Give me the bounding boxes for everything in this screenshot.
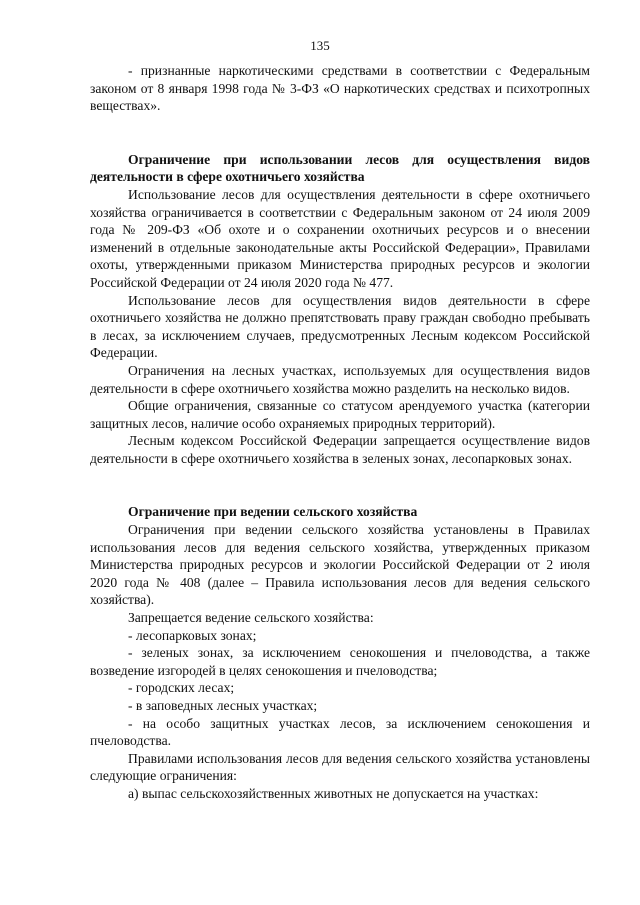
paragraph: а) выпас сельскохозяйственных животных не допускается на участках: [128,785,539,801]
paragraph: Правилами использования лесов для ведения сельского хозяйства установлены следующие ограничения: [90,750,590,784]
intro-paragraph: - признанные наркотическими средствами в соответствии с Федеральным законом от 8 января 1998 года № 3-ФЗ «О наркотических средствах и психотропных веществах». [90,63,590,114]
list-item: - городских лесах; [128,680,235,696]
paragraph: Лесным кодексом Российской Федерации запрещается осуществление видов деятельности в сфере охотничьего хозяйства в зеленых зонах, лесопарковых зонах. [90,433,590,466]
spacer [90,467,590,503]
spacer [90,115,590,151]
paragraph: Ограничения на лесных участках, используемых для осуществления видов деятельности в сфере охотничьего хозяйства можно разделить на несколько видов. [90,362,590,396]
section-heading-agriculture: Ограничение при ведении сельского хозяйства [128,504,418,520]
paragraph: Использование лесов для осуществления видов деятельности в сфере охотничьего хозяйства не должно препятствовать праву граждан свободно пребывать в лесах, за исключением случаев, предусмотренных Лесным кодексом Российской Федерации. [90,292,590,361]
list-item: - в заповедных лесных участках; [128,698,318,713]
list-item: - зеленых зонах, за исключением сенокошения и пчеловодства, а также возведение изгородей в целях сенокошения и пчеловодства; [90,645,590,678]
paragraph: Ограничения при ведении сельского хозяйства установлены в Правилах использования лесов для ведения сельского хозяйства, утвержденных приказом Министерства природных ресурсов и экологии Российской Федерации от 2 июля 2020 года № 408 (далее – Правила использования лесов для ведения сельского хозяйства). [90,522,590,608]
page-content [90,62,590,803]
paragraph: Запрещается ведение сельского хозяйства: [128,610,374,626]
page-number: 135 [310,38,330,53]
section-heading-hunting: Ограничение при использовании лесов для осуществления видов деятельности в сфере охотничьего хозяйства [90,151,590,185]
paragraph: Общие ограничения, связанные со статусом арендуемого участка (категории защитных лесов, наличие особо охраняемых природных территорий). [90,398,590,431]
list-item: - на особо защитных участках лесов, за исключением сенокошения и пчеловодства. [90,715,590,749]
list-item: - лесопарковых зонах; [128,627,257,643]
paragraph: Использование лесов для осуществления деятельности в сфере охотничьего хозяйства ограничивается в соответствии с Федеральным законом от 24 июля 2009 года № 209-ФЗ «Об охоте и о сохранении охотничьих ресурсов и о внесении изменений в отдельные законодательные акты Российской Федерации», Правилами охоты, утвержденными приказом Министерства природных ресурсов и экологии Российской Федерации от 24 июля 2020 года № 477. [90,186,590,290]
